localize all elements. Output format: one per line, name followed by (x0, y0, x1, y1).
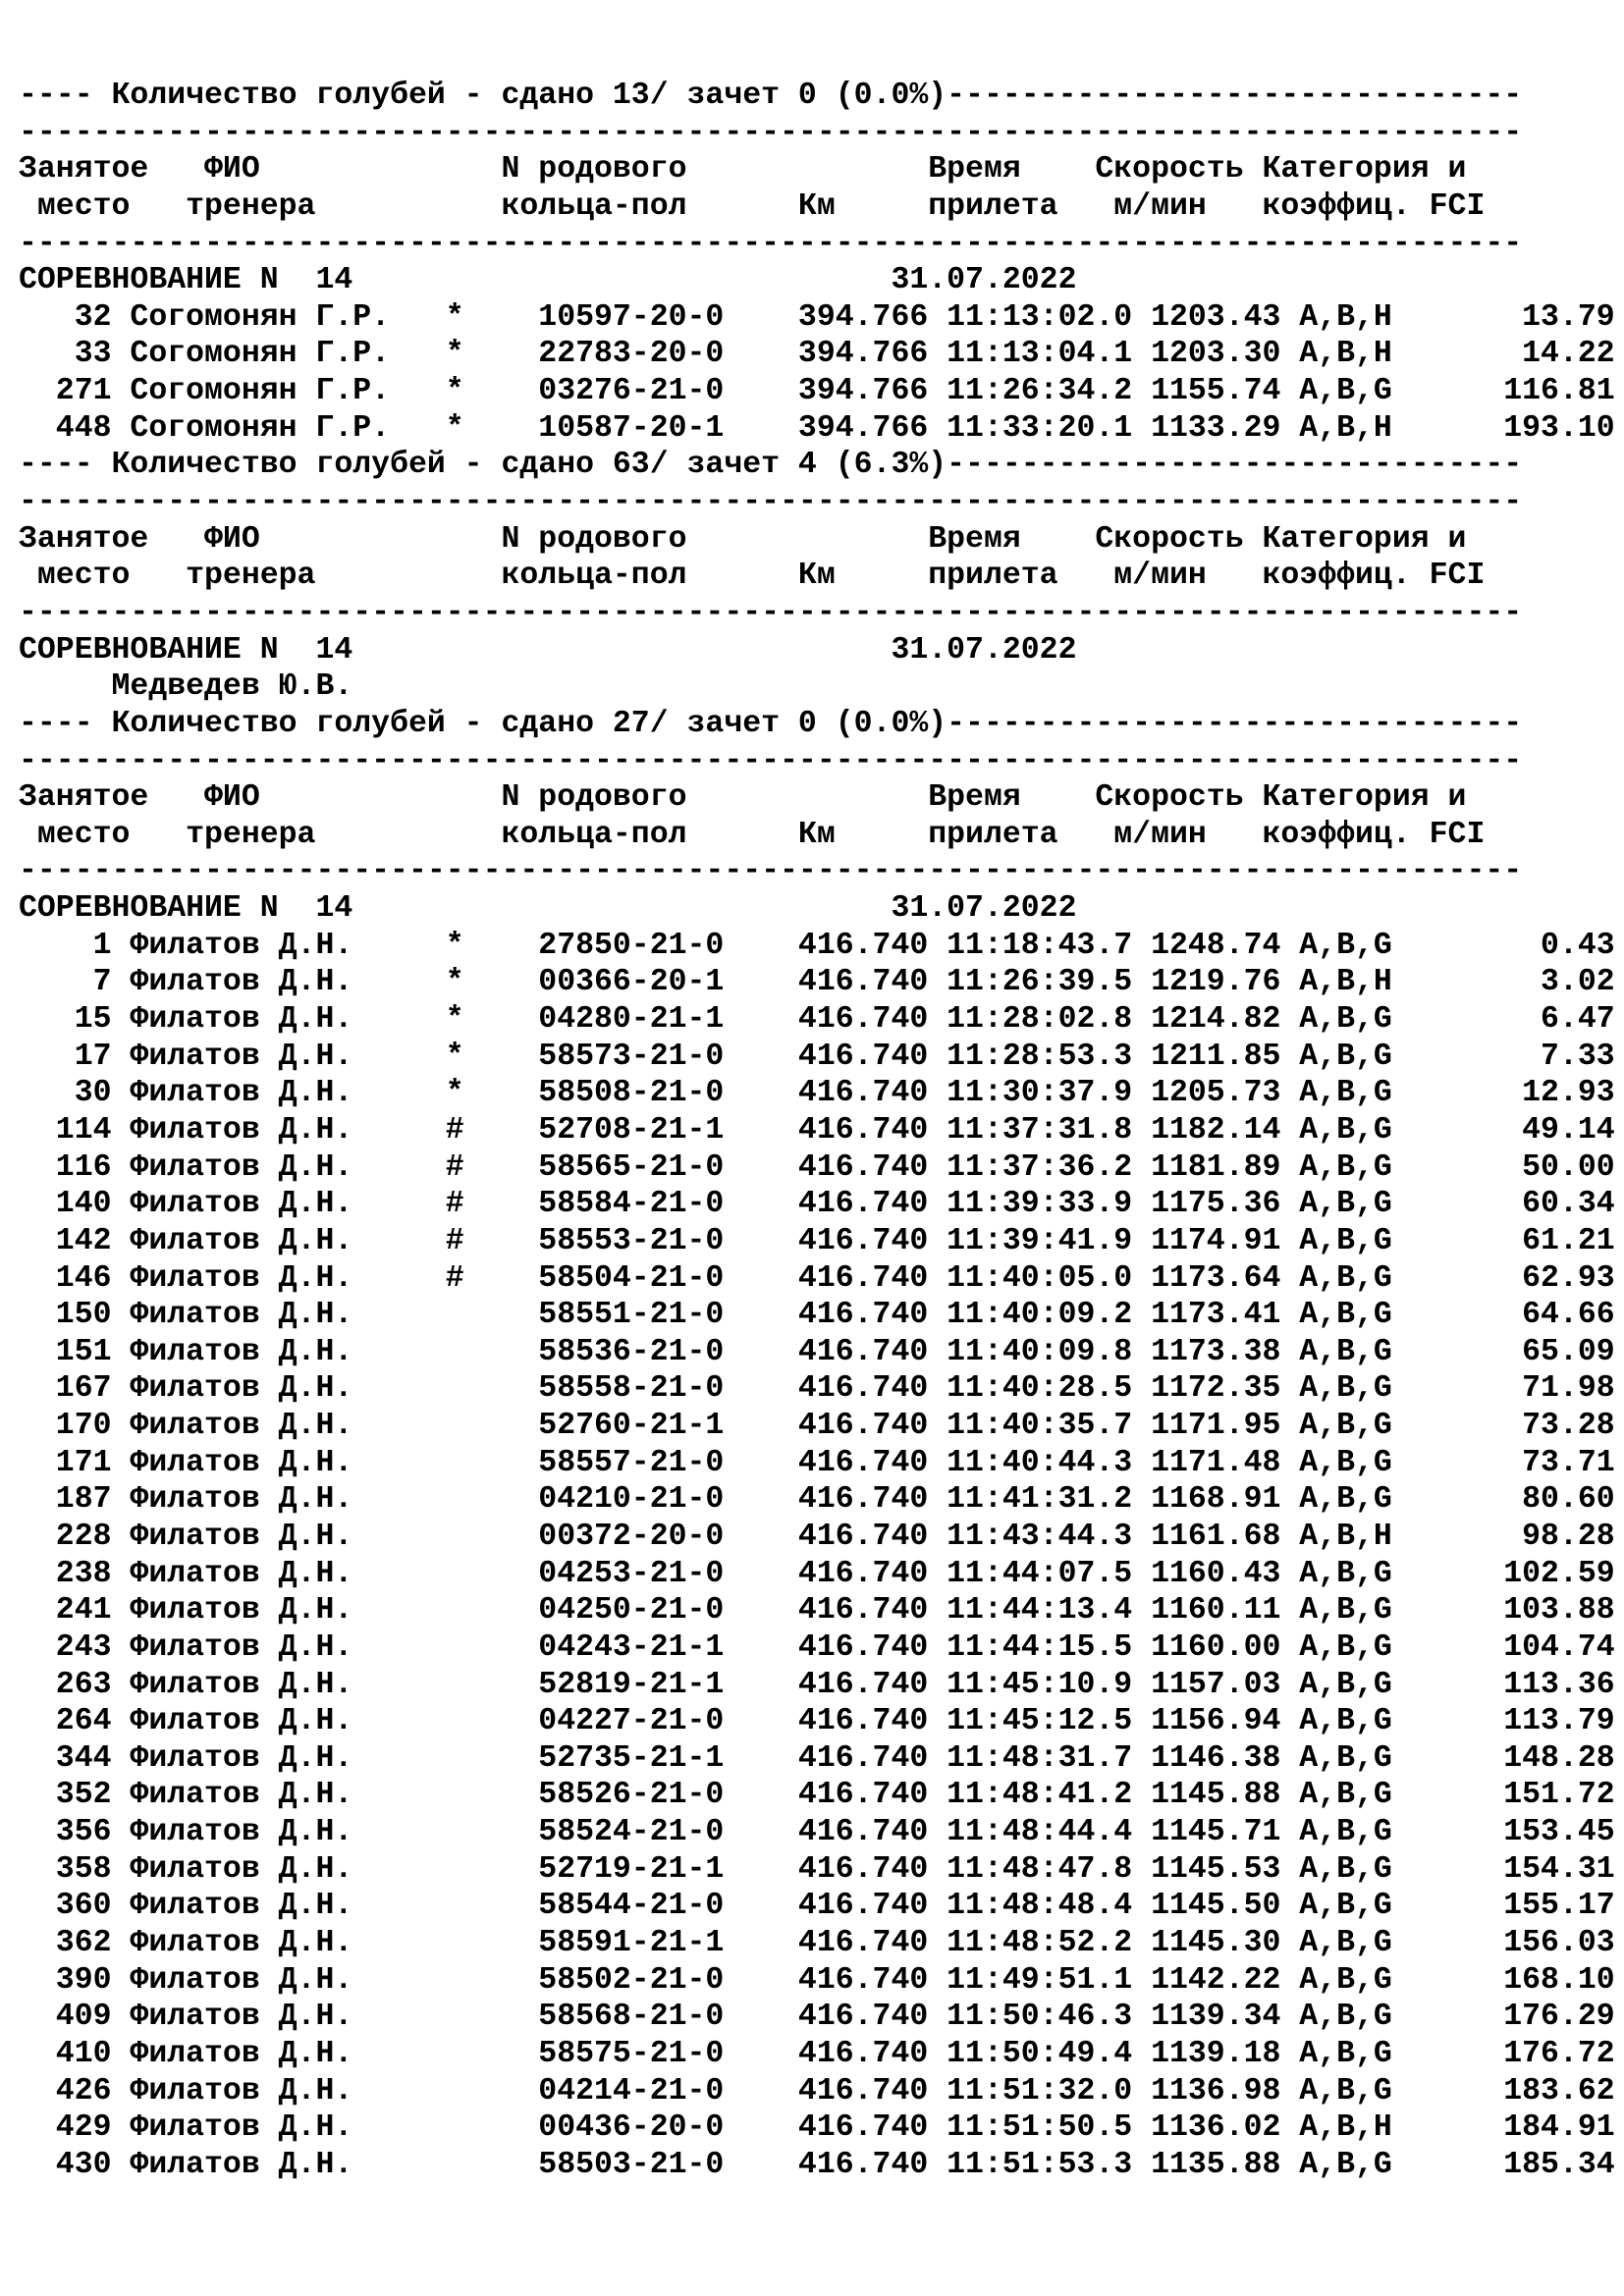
result-row: 15 Филатов Д.Н. * 04280-21-1 416.740 11:28:02.8 1214.82 A,B,G 6.47 (19, 1002, 1615, 1038)
result-row: 140 Филатов Д.Н. # 58584-21-0 416.740 11:39:33.9 1175.36 A,B,G 60.34 (19, 1187, 1615, 1222)
result-row: 271 Согомонян Г.Р. * 03276-21-0 394.766 11:26:34.2 1155.74 A,B,G 116.81 (19, 374, 1615, 409)
column-header-line-2: место тренера кольца-пол Км прилета м/мин коэффиц. FCI (19, 817, 1486, 852)
competition-header: СОРЕВНОВАНИЕ N 14 31.07.2022 (19, 632, 1077, 667)
result-row: 7 Филатов Д.Н. * 00366-20-1 416.740 11:26:39.5 1219.76 A,B,H 3.02 (19, 965, 1615, 1000)
result-row: 228 Филатов Д.Н. 00372-20-0 416.740 11:43:44.3 1161.68 A,B,H 98.28 (19, 1519, 1615, 1554)
result-row: 30 Филатов Д.Н. * 58508-21-0 416.740 11:30:37.9 1205.73 A,B,G 12.93 (19, 1076, 1615, 1111)
result-row: 187 Филатов Д.Н. 04210-21-0 416.740 11:41:31.2 1168.91 A,B,G 80.60 (19, 1482, 1615, 1518)
result-row: 170 Филатов Д.Н. 52760-21-1 416.740 11:40:35.7 1171.95 A,B,G 73.28 (19, 1409, 1615, 1444)
column-header-line-2: место тренера кольца-пол Км прилета м/мин коэффиц. FCI (19, 188, 1486, 224)
result-row: 241 Филатов Д.Н. 04250-21-0 416.740 11:44:13.4 1160.11 A,B,G 103.88 (19, 1593, 1615, 1629)
result-row: 142 Филатов Д.Н. # 58553-21-0 416.740 11:39:41.9 1174.91 A,B,G 61.21 (19, 1223, 1615, 1258)
summary-line-3: ---- Количество голубей - сдано 27/ зачет 0 (0.0%)------------------------------- (19, 706, 1523, 741)
summary-line-2: ---- Количество голубей - сдано 63/ зачет 4 (6.3%)------------------------------- (19, 448, 1523, 483)
result-row: 116 Филатов Д.Н. # 58565-21-0 416.740 11:37:36.2 1181.89 A,B,G 50.00 (19, 1149, 1615, 1185)
separator-line: --------------------------------------------------------------------------------- (19, 854, 1523, 889)
separator-line: --------------------------------------------------------------------------------- (19, 115, 1523, 150)
result-row: 390 Филатов Д.Н. 58502-21-0 416.740 11:49:51.1 1142.22 A,B,G 168.10 (19, 1962, 1615, 1998)
column-header-line-1: Занятое ФИО N родового Время Скорость Категория и (19, 152, 1467, 187)
result-row: 264 Филатов Д.Н. 04227-21-0 416.740 11:45:12.5 1156.94 A,B,G 113.79 (19, 1704, 1615, 1739)
column-header-line-1: Занятое ФИО N родового Время Скорость Категория и (19, 521, 1467, 557)
result-row: 430 Филатов Д.Н. 58503-21-0 416.740 11:51:53.3 1135.88 A,B,G 185.34 (19, 2147, 1615, 2182)
race-results-report (19, 78, 1615, 2220)
result-row: 171 Филатов Д.Н. 58557-21-0 416.740 11:40:44.3 1171.48 A,B,G 73.71 (19, 1445, 1615, 1480)
result-row: 167 Филатов Д.Н. 58558-21-0 416.740 11:40:28.5 1172.35 A,B,G 71.98 (19, 1371, 1615, 1407)
result-row: 1 Филатов Д.Н. * 27850-21-0 416.740 11:18:43.7 1248.74 A,B,G 0.43 (19, 928, 1615, 963)
result-row: 150 Филатов Д.Н. 58551-21-0 416.740 11:40:09.2 1173.41 A,B,G 64.66 (19, 1298, 1615, 1333)
result-row: 114 Филатов Д.Н. # 52708-21-1 416.740 11:37:31.8 1182.14 A,B,G 49.14 (19, 1112, 1615, 1148)
result-row: 410 Филатов Д.Н. 58575-21-0 416.740 11:50:49.4 1139.18 A,B,G 176.72 (19, 2036, 1615, 2071)
result-row: 243 Филатов Д.Н. 04243-21-1 416.740 11:44:15.5 1160.00 A,B,G 104.74 (19, 1629, 1615, 1665)
result-row: 358 Филатов Д.Н. 52719-21-1 416.740 11:48:47.8 1145.53 A,B,G 154.31 (19, 1851, 1615, 1887)
column-header-line-2: место тренера кольца-пол Км прилета м/мин коэффиц. FCI (19, 559, 1486, 594)
summary-line-1: ---- Количество голубей - сдано 13/ зачет 0 (0.0%)------------------------------- (19, 79, 1523, 113)
column-header-line-1: Занятое ФИО N родового Время Скорость Категория и (19, 780, 1467, 816)
result-row: 356 Филатов Д.Н. 58524-21-0 416.740 11:48:44.4 1145.71 A,B,G 153.45 (19, 1815, 1615, 1850)
separator-line: --------------------------------------------------------------------------------- (19, 485, 1523, 520)
separator-line: --------------------------------------------------------------------------------- (19, 226, 1523, 261)
result-row: 409 Филатов Д.Н. 58568-21-0 416.740 11:50:46.3 1139.34 A,B,G 176.29 (19, 2000, 1615, 2035)
result-row: 426 Филатов Д.Н. 04214-21-0 416.740 11:51:32.0 1136.98 A,B,G 183.62 (19, 2073, 1615, 2109)
result-row: 238 Филатов Д.Н. 04253-21-0 416.740 11:44:07.5 1160.43 A,B,G 102.59 (19, 1556, 1615, 1591)
result-row: 448 Согомонян Г.Р. * 10587-20-1 394.766 11:33:20.1 1133.29 A,B,H 193.10 (19, 410, 1615, 446)
result-row: 362 Филатов Д.Н. 58591-21-1 416.740 11:48:52.2 1145.30 A,B,G 156.03 (19, 1926, 1615, 1961)
competition-header: СОРЕВНОВАНИЕ N 14 31.07.2022 (19, 263, 1077, 298)
result-row: 352 Филатов Д.Н. 58526-21-0 416.740 11:48:41.2 1145.88 A,B,G 151.72 (19, 1778, 1615, 1813)
result-row: 146 Филатов Д.Н. # 58504-21-0 416.740 11:40:05.0 1173.64 A,B,G 62.93 (19, 1260, 1615, 1296)
result-row: 429 Филатов Д.Н. 00436-20-0 416.740 11:51:50.5 1136.02 A,B,H 184.91 (19, 2110, 1615, 2146)
result-row: 344 Филатов Д.Н. 52735-21-1 416.740 11:48:31.7 1146.38 A,B,G 148.28 (19, 1740, 1615, 1776)
result-row: 151 Филатов Д.Н. 58536-21-0 416.740 11:40:09.8 1173.38 A,B,G 65.09 (19, 1334, 1615, 1369)
result-row: 360 Филатов Д.Н. 58544-21-0 416.740 11:48:48.4 1145.50 A,B,G 155.17 (19, 1889, 1615, 1924)
separator-line: --------------------------------------------------------------------------------- (19, 743, 1523, 778)
separator-line: --------------------------------------------------------------------------------- (19, 595, 1523, 630)
result-row: 17 Филатов Д.Н. * 58573-21-0 416.740 11:28:53.3 1211.85 A,B,G 7.33 (19, 1039, 1615, 1074)
competition-header: СОРЕВНОВАНИЕ N 14 31.07.2022 (19, 891, 1077, 927)
result-row (19, 2184, 1615, 2221)
result-row: 32 Согомонян Г.Р. * 10597-20-0 394.766 11:13:02.0 1203.43 A,B,H 13.79 (19, 299, 1615, 335)
result-row: 263 Филатов Д.Н. 52819-21-1 416.740 11:45:10.9 1157.03 A,B,G 113.36 (19, 1667, 1615, 1702)
result-row: 33 Согомонян Г.Р. * 22783-20-0 394.766 11:13:04.1 1203.30 A,B,H 14.22 (19, 337, 1615, 372)
trainer-name-line: Медведев Ю.В. (19, 669, 353, 705)
